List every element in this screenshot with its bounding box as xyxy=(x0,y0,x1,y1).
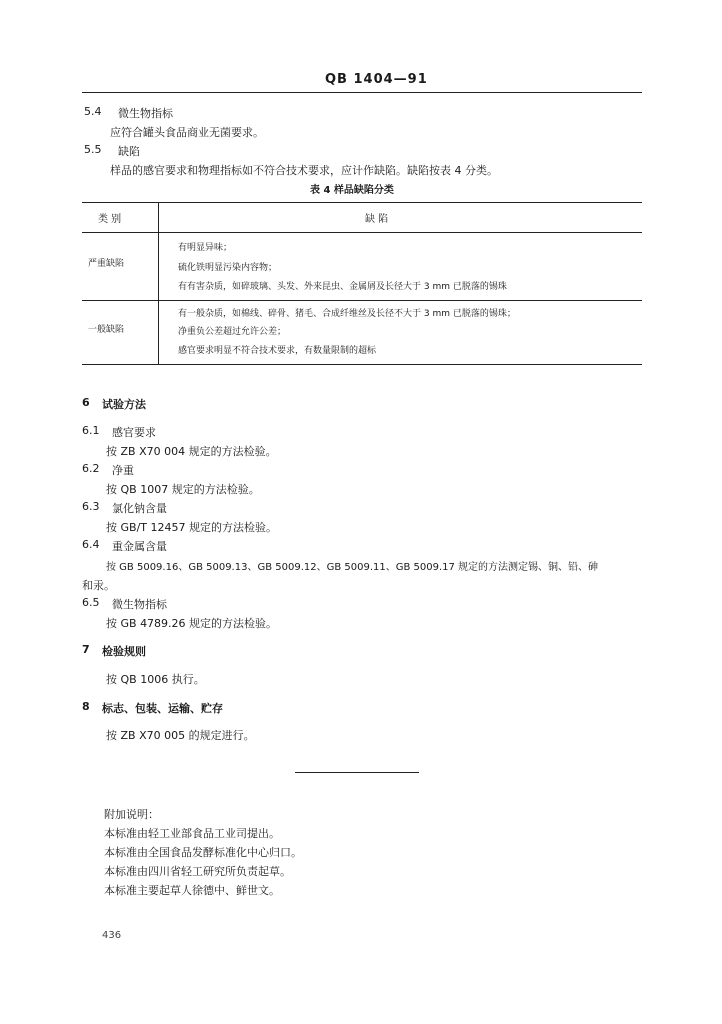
table-row-category: 严重缺陷 xyxy=(88,259,125,269)
section-8-title: 标志、包装、运输、贮存 xyxy=(102,702,223,715)
table-row-item: 净重负公差超过允许公差； xyxy=(178,327,287,337)
section-7-title: 检验规则 xyxy=(102,645,146,658)
clause-5-4-body: 应符合罐头食品商业无菌要求。 xyxy=(110,126,264,139)
appendix-line: 本标准由轻工业部食品工业司提出。 xyxy=(104,827,280,840)
section-6-title: 试验方法 xyxy=(102,398,146,411)
table-caption: 表 4 样品缺陷分类 xyxy=(310,185,394,196)
page-number: 436 xyxy=(102,930,122,941)
header-rule xyxy=(82,92,642,93)
clause-5-5-number: 5.5 xyxy=(84,143,102,156)
appendix-line: 本标准由全国食品发酵标准化中心归口。 xyxy=(104,846,302,859)
clause-6-1-body: 按 ZB X70 004 规定的方法检验。 xyxy=(106,445,277,458)
appendix-line: 本标准由四川省轻工研究所负责起草。 xyxy=(104,865,291,878)
table-row-item: 感官要求明显不符合技术要求，有数量限制的超标 xyxy=(178,346,377,356)
clause-6-4-body: 按 GB 5009.16、GB 5009.13、GB 5009.12、GB 5009.11、GB 5009.17 规定的方法测定锡、铜、铅、砷 xyxy=(106,562,599,573)
clause-6-5-number: 6.5 xyxy=(82,596,100,609)
table-top-rule xyxy=(82,202,642,203)
clause-5-4-number: 5.4 xyxy=(84,105,102,118)
clause-5-4-title: 微生物指标 xyxy=(118,107,173,120)
table-header-rule xyxy=(82,232,642,233)
clause-5-5-body: 样品的感官要求和物理指标如不符合技术要求，应计作缺陷。缺陷按表 4 分类。 xyxy=(110,164,498,177)
standard-code: QB 1404—91 xyxy=(325,72,428,87)
section-7-number: 7 xyxy=(82,643,90,656)
clause-6-1-number: 6.1 xyxy=(82,424,100,437)
section-8-body: 按 ZB X70 005 的规定进行。 xyxy=(106,729,255,742)
section-7-body: 按 QB 1006 执行。 xyxy=(106,673,205,686)
end-rule xyxy=(295,772,419,773)
clause-6-3-body: 按 GB/T 12457 规定的方法检验。 xyxy=(106,521,277,534)
clause-6-3-number: 6.3 xyxy=(82,500,100,513)
clause-6-1-title: 感官要求 xyxy=(112,426,156,439)
table-header-category: 类 别 xyxy=(98,214,122,225)
table-column-divider xyxy=(158,202,159,364)
table-row-item: 硫化铁明显污染内容物； xyxy=(178,263,278,273)
clause-6-5-title: 微生物指标 xyxy=(112,598,167,611)
clause-6-4-body-continued: 和汞。 xyxy=(82,579,115,592)
table-row-item: 有一般杂质，如棉线、碎骨、猪毛、合成纤维丝及长径不大于 3 mm 已脱落的锡珠； xyxy=(178,309,516,319)
table-header-defect: 缺 陷 xyxy=(365,214,389,225)
clause-6-2-title: 净重 xyxy=(112,464,134,477)
section-6-number: 6 xyxy=(82,396,90,409)
clause-6-5-body: 按 GB 4789.26 规定的方法检验。 xyxy=(106,617,278,630)
clause-6-2-body: 按 QB 1007 规定的方法检验。 xyxy=(106,483,260,496)
clause-5-5-title: 缺陷 xyxy=(118,145,140,158)
clause-6-2-number: 6.2 xyxy=(82,462,100,475)
appendix-line: 本标准主要起草人徐德中、鲜世文。 xyxy=(104,884,280,897)
table-row-rule xyxy=(82,300,642,301)
table-row-category: 一般缺陷 xyxy=(88,325,125,335)
table-row-item: 有明显异味； xyxy=(178,243,233,253)
clause-6-4-number: 6.4 xyxy=(82,538,100,551)
clause-6-4-title: 重金属含量 xyxy=(112,540,167,553)
table-row-item: 有有害杂质，如碎玻璃、头发、外来昆虫、金属屑及长径大于 3 mm 已脱落的锡珠 xyxy=(178,282,507,292)
appendix-title: 附加说明： xyxy=(104,808,159,821)
clause-6-3-title: 氯化钠含量 xyxy=(112,502,167,515)
table-bottom-rule xyxy=(82,364,642,365)
section-8-number: 8 xyxy=(82,700,90,713)
